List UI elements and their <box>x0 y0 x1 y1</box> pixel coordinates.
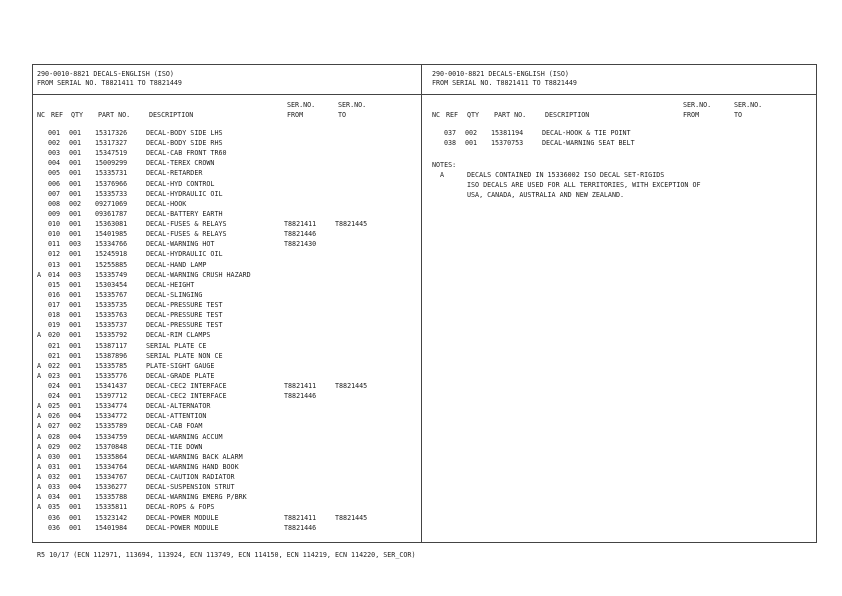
ref-number: 021 <box>48 351 61 360</box>
parts-row <box>34 343 404 351</box>
part-number: 15334774 <box>95 402 128 411</box>
quantity: 001 <box>69 139 82 148</box>
quantity: 001 <box>69 331 82 340</box>
ref-number: 022 <box>48 361 61 370</box>
part-number: 15370753 <box>491 139 524 148</box>
quantity: 001 <box>69 513 82 522</box>
part-number: 15317326 <box>95 129 128 137</box>
notes-line: USA, CANADA, AUSTRALIA AND NEW ZEALAND. <box>467 191 625 199</box>
part-number: 15334772 <box>95 412 128 421</box>
ref-number: 007 <box>48 189 61 198</box>
nc-marker: A <box>37 422 42 431</box>
quantity: 001 <box>69 209 82 218</box>
description: DECAL-RETARDER <box>146 169 203 178</box>
quantity: 001 <box>69 382 82 390</box>
ref-number: 033 <box>48 483 61 492</box>
description: DECAL-BODY SIDE RHS <box>146 139 223 148</box>
part-number: 15303454 <box>95 280 128 289</box>
ref-number: 001 <box>48 129 61 137</box>
ref-number: 019 <box>48 321 61 330</box>
description: DECAL-PRESSURE TEST <box>146 321 223 330</box>
part-number: 15335763 <box>95 311 128 320</box>
part-number: 15401985 <box>95 230 128 239</box>
quantity: 001 <box>465 139 478 148</box>
quantity: 001 <box>69 392 82 401</box>
quantity: 001 <box>69 473 82 482</box>
part-number: 15335731 <box>95 169 128 178</box>
quantity: 001 <box>69 462 82 471</box>
ref-number: 021 <box>48 341 61 350</box>
right-title: 290-0010-8821 DECALS-ENGLISH (ISO) <box>432 70 569 78</box>
serial-from: T8821446 <box>284 392 317 401</box>
nc-marker: A <box>37 442 42 451</box>
ref-number: 014 <box>48 270 61 279</box>
ref-number: 009 <box>48 209 61 218</box>
quantity: 001 <box>69 301 82 310</box>
col-ser-to-top: SER.NO. <box>338 101 367 109</box>
nc-marker: A <box>37 452 42 461</box>
serial-from: T8821411 <box>284 513 317 522</box>
description: DECAL-BODY SIDE LHS <box>146 129 223 137</box>
ref-number: 006 <box>48 179 61 188</box>
quantity: 001 <box>69 159 82 168</box>
quantity: 001 <box>69 220 82 229</box>
description: DECAL-POWER MODULE <box>146 513 219 522</box>
parts-row <box>34 150 404 158</box>
description: DECAL-CEC2 INTERFACE <box>146 392 227 401</box>
parts-row <box>34 160 404 168</box>
col-ser-from: FROM <box>683 111 700 119</box>
part-number: 15334766 <box>95 240 128 249</box>
quantity: 001 <box>69 250 82 259</box>
parts-row <box>34 464 404 472</box>
parts-row <box>34 383 404 391</box>
col-ser-to: TO <box>338 111 347 119</box>
ref-number: 032 <box>48 473 61 482</box>
parts-row <box>34 504 404 512</box>
quantity: 001 <box>69 290 82 299</box>
ref-number: 036 <box>48 523 61 532</box>
quantity: 001 <box>69 149 82 158</box>
part-number: 15334767 <box>95 473 128 482</box>
quantity: 002 <box>465 129 478 137</box>
description: SERIAL PLATE NON CE <box>146 351 223 360</box>
ref-number: 015 <box>48 280 61 289</box>
part-number: 15363081 <box>95 220 128 229</box>
description: DECAL-HOOK <box>146 199 187 208</box>
ref-number: 028 <box>48 432 61 441</box>
description: DECAL-TEREX CROWN <box>146 159 215 168</box>
description: DECAL-HAND LAMP <box>146 260 207 269</box>
ref-number: 005 <box>48 169 61 178</box>
serial-from: T8821411 <box>284 220 317 229</box>
ref-number: 020 <box>48 331 61 340</box>
serial-from: T8821446 <box>284 523 317 532</box>
parts-row <box>34 373 404 381</box>
description: DECAL-WARNING HOT <box>146 240 215 249</box>
parts-row <box>34 201 404 209</box>
part-number: 15336277 <box>95 483 128 492</box>
parts-row <box>34 474 404 482</box>
part-number: 15376966 <box>95 179 128 188</box>
part-number: 15009299 <box>95 159 128 168</box>
description: DECAL-WARNING ACCUM <box>146 432 223 441</box>
ref-number: 010 <box>48 230 61 239</box>
part-number: 15335735 <box>95 301 128 310</box>
parts-row <box>34 515 404 523</box>
quantity: 003 <box>69 270 82 279</box>
part-number: 15245918 <box>95 250 128 259</box>
quantity: 001 <box>69 341 82 350</box>
col-qty: QTY <box>71 111 84 119</box>
serial-to: T8821445 <box>335 513 368 522</box>
parts-row <box>34 444 404 452</box>
quantity: 001 <box>69 351 82 360</box>
col-nc: NC <box>37 111 46 119</box>
parts-row <box>34 393 404 401</box>
parts-row <box>34 251 404 259</box>
description: DECAL-RIM CLAMPS <box>146 331 211 340</box>
serial-from: T8821411 <box>284 382 317 390</box>
description: DECAL-HYD CONTROL <box>146 179 215 188</box>
nc-marker: A <box>37 331 42 340</box>
ref-number: 029 <box>48 442 61 451</box>
description: DECAL-WARNING BACK ALARM <box>146 452 243 461</box>
description: DECAL-CAB FOAM <box>146 422 203 431</box>
parts-row <box>34 272 404 280</box>
description: PLATE-SIGHT GAUGE <box>146 361 215 370</box>
quantity: 001 <box>69 179 82 188</box>
quantity: 004 <box>69 483 82 492</box>
serial-from: T8821446 <box>284 230 317 239</box>
parts-row <box>34 494 404 502</box>
col-ser-from-top: SER.NO. <box>683 101 712 109</box>
ref-number: 012 <box>48 250 61 259</box>
ref-number: 024 <box>48 392 61 401</box>
quantity: 004 <box>69 432 82 441</box>
description: DECAL-HYDRAULIC OIL <box>146 250 223 259</box>
parts-row <box>430 130 800 138</box>
col-description: DESCRIPTION <box>545 111 590 119</box>
part-number: 15341437 <box>95 382 128 390</box>
quantity: 001 <box>69 493 82 502</box>
description: DECAL-GRADE PLATE <box>146 371 215 380</box>
notes-heading: NOTES: <box>432 161 457 169</box>
ref-number: 035 <box>48 503 61 512</box>
nc-marker: A <box>37 483 42 492</box>
parts-row <box>34 403 404 411</box>
parts-row <box>34 322 404 330</box>
ref-number: 023 <box>48 371 61 380</box>
quantity: 002 <box>69 422 82 431</box>
ref-number: 025 <box>48 402 61 411</box>
description: DECAL-WARNING HAND BOOK <box>146 462 239 471</box>
part-number: 15317327 <box>95 139 128 148</box>
part-number: 15335811 <box>95 503 128 512</box>
part-number: 15323142 <box>95 513 128 522</box>
ref-number: 013 <box>48 260 61 269</box>
parts-row <box>34 525 404 533</box>
col-ser-from: FROM <box>287 111 304 119</box>
parts-row <box>34 231 404 239</box>
part-number: 15335792 <box>95 331 128 340</box>
parts-row <box>34 292 404 300</box>
parts-row <box>34 140 404 148</box>
parts-row <box>34 221 404 229</box>
part-number: 15335737 <box>95 321 128 330</box>
description: DECAL-CAB FRONT TR60 <box>146 149 227 158</box>
ref-number: 034 <box>48 493 61 502</box>
ref-number: 008 <box>48 199 61 208</box>
nc-marker: A <box>37 473 42 482</box>
parts-row <box>34 363 404 371</box>
col-description: DESCRIPTION <box>149 111 194 119</box>
nc-marker: A <box>37 361 42 370</box>
description: DECAL-HOOK & TIE POINT <box>542 129 631 137</box>
part-number: 15335788 <box>95 493 128 502</box>
part-number: 15334764 <box>95 462 128 471</box>
nc-marker: A <box>37 371 42 380</box>
ref-number: 030 <box>48 452 61 461</box>
part-number: 15401984 <box>95 523 128 532</box>
header-divider <box>32 94 817 95</box>
quantity: 004 <box>69 412 82 421</box>
parts-row <box>34 434 404 442</box>
nc-marker: A <box>37 503 42 512</box>
description: DECAL-FUSES & RELAYS <box>146 220 227 229</box>
description: DECAL-HEIGHT <box>146 280 195 289</box>
parts-row <box>34 484 404 492</box>
serial-to: T8821445 <box>335 382 368 390</box>
nc-marker: A <box>37 462 42 471</box>
revision-footer: R5 10/17 (ECN 112971, 113694, 113924, ECN 113749, ECN 114150, ECN 114219, ECN 114220, SER_COR) <box>37 551 416 559</box>
col-ser-to-top: SER.NO. <box>734 101 763 109</box>
parts-row <box>34 312 404 320</box>
part-number: 15335776 <box>95 371 128 380</box>
parts-row <box>34 262 404 270</box>
ref-number: 017 <box>48 301 61 310</box>
quantity: 001 <box>69 452 82 461</box>
column-divider <box>421 64 422 543</box>
nc-marker: A <box>37 412 42 421</box>
description: DECAL-PRESSURE TEST <box>146 301 223 310</box>
quantity: 001 <box>69 260 82 269</box>
quantity: 003 <box>69 240 82 249</box>
parts-row <box>34 211 404 219</box>
ref-number: 003 <box>48 149 61 158</box>
parts-row <box>430 140 800 148</box>
quantity: 001 <box>69 129 82 137</box>
parts-row <box>34 241 404 249</box>
left-title: 290-0010-8821 DECALS-ENGLISH (ISO) <box>37 70 174 78</box>
col-ref: REF <box>446 111 459 119</box>
ref-number: 037 <box>444 129 457 137</box>
part-number: 15335785 <box>95 361 128 370</box>
description: DECAL-CAUTION RADIATOR <box>146 473 235 482</box>
part-number: 15255885 <box>95 260 128 269</box>
parts-row <box>34 130 404 138</box>
ref-number: 002 <box>48 139 61 148</box>
part-number: 15387896 <box>95 351 128 360</box>
ref-number: 024 <box>48 382 61 390</box>
quantity: 001 <box>69 230 82 239</box>
ref-number: 027 <box>48 422 61 431</box>
part-number: 09271069 <box>95 199 128 208</box>
col-part-no: PART NO. <box>494 111 527 119</box>
parts-row <box>34 181 404 189</box>
quantity: 002 <box>69 442 82 451</box>
description: DECAL-WARNING CRUSH HAZARD <box>146 270 251 279</box>
part-number: 15334759 <box>95 432 128 441</box>
part-number: 09361787 <box>95 209 128 218</box>
description: DECAL-FUSES & RELAYS <box>146 230 227 239</box>
quantity: 001 <box>69 189 82 198</box>
parts-row <box>34 454 404 462</box>
parts-row <box>34 353 404 361</box>
serial-to: T8821445 <box>335 220 368 229</box>
quantity: 001 <box>69 169 82 178</box>
part-number: 15335749 <box>95 270 128 279</box>
description: DECAL-TIE DOWN <box>146 442 203 451</box>
nc-marker: A <box>37 270 42 279</box>
notes-line: ISO DECALS ARE USED FOR ALL TERRITORIES, WITH EXCEPTION OF <box>467 181 701 189</box>
ref-number: 011 <box>48 240 61 249</box>
description: DECAL-ROPS & FOPS <box>146 503 215 512</box>
part-number: 15387117 <box>95 341 128 350</box>
ref-number: 031 <box>48 462 61 471</box>
ref-number: 010 <box>48 220 61 229</box>
description: DECAL-BATTERY EARTH <box>146 209 223 218</box>
ref-number: 004 <box>48 159 61 168</box>
quantity: 001 <box>69 523 82 532</box>
parts-row <box>34 413 404 421</box>
quantity: 001 <box>69 503 82 512</box>
ref-number: 036 <box>48 513 61 522</box>
col-ref: REF <box>51 111 64 119</box>
parts-row <box>34 191 404 199</box>
col-ser-from-top: SER.NO. <box>287 101 316 109</box>
right-serial-range: FROM SERIAL NO. T8821411 TO T8821449 <box>432 79 577 87</box>
ref-number: 018 <box>48 311 61 320</box>
left-serial-range: FROM SERIAL NO. T8821411 TO T8821449 <box>37 79 182 87</box>
serial-from: T8821430 <box>284 240 317 249</box>
part-number: 15335864 <box>95 452 128 461</box>
quantity: 001 <box>69 402 82 411</box>
description: DECAL-POWER MODULE <box>146 523 219 532</box>
parts-row <box>34 302 404 310</box>
nc-marker: A <box>37 402 42 411</box>
description: DECAL-HYDRAULIC OIL <box>146 189 223 198</box>
notes-line: DECALS CONTAINED IN 15336002 ISO DECAL SET-RIGIDS <box>467 171 665 179</box>
col-qty: QTY <box>467 111 480 119</box>
description: DECAL-WARNING EMERG P/BRK <box>146 493 247 502</box>
nc-marker: A <box>37 493 42 502</box>
col-part-no: PART NO. <box>98 111 131 119</box>
parts-row <box>34 332 404 340</box>
parts-row <box>34 282 404 290</box>
parts-row <box>34 423 404 431</box>
description: DECAL-SUSPENSION STRUT <box>146 483 235 492</box>
nc-marker: A <box>37 432 42 441</box>
part-number: 15397712 <box>95 392 128 401</box>
description: DECAL-WARNING SEAT BELT <box>542 139 635 148</box>
part-number: 15381194 <box>491 129 524 137</box>
part-number: 15335733 <box>95 189 128 198</box>
ref-number: 026 <box>48 412 61 421</box>
col-nc: NC <box>432 111 441 119</box>
quantity: 002 <box>69 199 82 208</box>
col-ser-to: TO <box>734 111 743 119</box>
description: DECAL-SLINGING <box>146 290 203 299</box>
description: DECAL-ALTERNATOR <box>146 402 211 411</box>
ref-number: 038 <box>444 139 457 148</box>
quantity: 001 <box>69 371 82 380</box>
quantity: 001 <box>69 361 82 370</box>
part-number: 15335789 <box>95 422 128 431</box>
quantity: 001 <box>69 321 82 330</box>
part-number: 15335767 <box>95 290 128 299</box>
quantity: 001 <box>69 311 82 320</box>
notes-marker: A <box>440 171 445 179</box>
quantity: 001 <box>69 280 82 289</box>
description: DECAL-PRESSURE TEST <box>146 311 223 320</box>
description: DECAL-ATTENTION <box>146 412 207 421</box>
part-number: 15347519 <box>95 149 128 158</box>
ref-number: 016 <box>48 290 61 299</box>
part-number: 15370848 <box>95 442 128 451</box>
description: SERIAL PLATE CE <box>146 341 207 350</box>
parts-row <box>34 170 404 178</box>
description: DECAL-CEC2 INTERFACE <box>146 382 227 390</box>
